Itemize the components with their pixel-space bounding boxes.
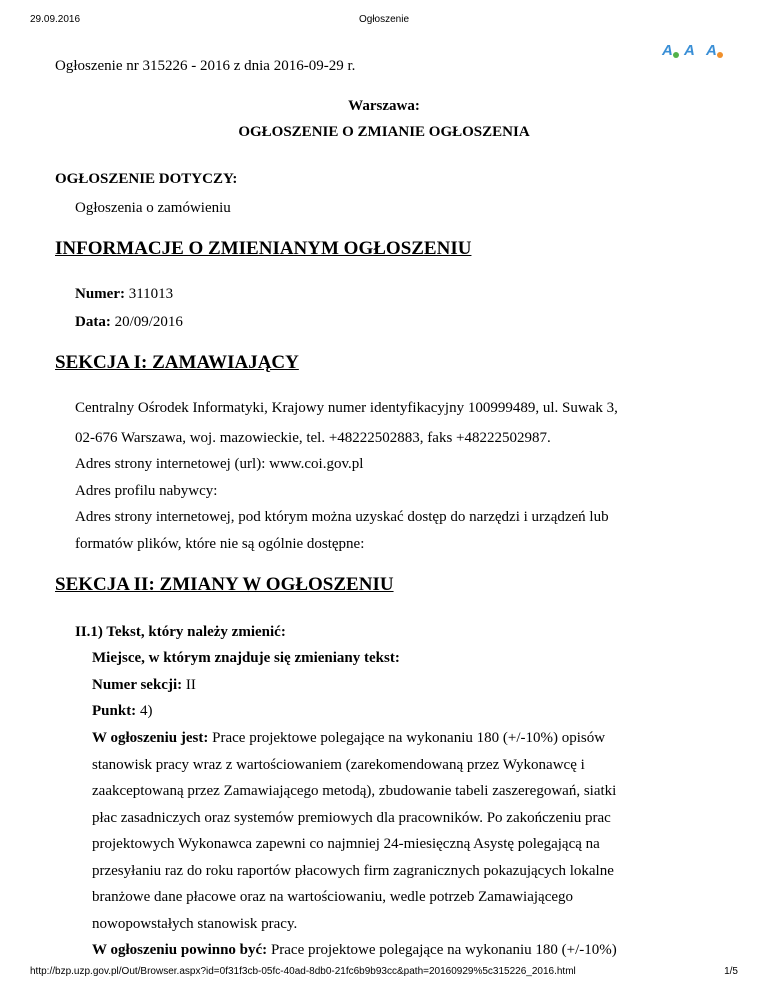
font-decrease-icon[interactable]: A — [706, 42, 724, 58]
section-number-row — [92, 676, 196, 694]
notice-title: OGŁOSZENIE O ZMIANIE OGŁOSZENIA — [238, 124, 530, 140]
section1-heading: SEKCJA I: ZAMAWIAJĄCY — [55, 352, 299, 373]
is-line: projektowych Wykonawca zapewni co najmniej 24-miesięczną Asystę polegającą na — [92, 836, 600, 852]
is-first-line: Prace projektowe polegające na wykonaniu 180 (+/-10%) opisów — [212, 730, 606, 746]
section1-line: Adres profilu nabywcy: — [75, 483, 218, 499]
concerns-label: OGŁOSZENIE DOTYCZY: — [55, 171, 238, 187]
concerns-value: Ogłoszenia o zamówieniu — [75, 200, 231, 216]
is-label: W ogłoszeniu jest: — [92, 730, 209, 746]
point-label: Punkt: — [92, 703, 137, 719]
is-line: płac zasadniczych oraz systemów premiowych dla pracowników. Po zakończeniu prac — [92, 810, 611, 826]
print-title: Ogłoszenie — [358, 14, 410, 25]
section2-heading: SEKCJA II: ZMIANY W OGŁOSZENIU — [55, 574, 394, 595]
print-page-number: 1/5 — [724, 966, 738, 977]
should-be-label: W ogłoszeniu powinno być: — [92, 942, 268, 958]
notice-city: Warszawa: — [348, 98, 420, 114]
date-row — [75, 313, 183, 331]
changed-notice-heading: INFORMACJE O ZMIENIANYM OGŁOSZENIU — [55, 238, 472, 259]
is-line: nowopowstałych stanowisk pracy. — [92, 916, 298, 932]
section-number-value: II — [185, 677, 196, 693]
is-line: zaakceptowaną przez Zamawiającego metodą), zbudowanie tabeli zaszeregowań, siatki — [92, 783, 617, 799]
section1-line: Adres strony internetowej, pod którym można uzyskać dostęp do narzędzi i urządzeń lub — [75, 509, 609, 525]
should-be-row — [92, 941, 617, 959]
location-label: Miejsce, w którym znajduje się zmieniany tekst: — [92, 650, 400, 666]
section-number-label: Numer sekcji: — [92, 677, 183, 693]
section1-line: formatów plików, które nie są ogólnie dostępne: — [75, 536, 365, 552]
should-be-first-line: Prace projektowe polegające na wykonaniu 180 (+/-10%) — [270, 942, 617, 958]
section1-line: 02-676 Warszawa, woj. mazowieckie, tel. +48222502883, faks +48222502987. — [75, 430, 551, 446]
print-date: 29.09.2016 — [30, 14, 81, 25]
number-label: Numer: — [75, 286, 125, 302]
font-increase-icon[interactable]: A — [662, 42, 680, 58]
is-row — [92, 729, 605, 747]
section1-line: Adres strony internetowej (url): www.coi.gov.pl — [75, 456, 364, 472]
number-value: 311013 — [128, 286, 174, 302]
is-line: stanowisk pracy wraz z wartościowaniem (zarekomendowaną przez Wykonawcę i — [92, 757, 585, 773]
section2-item-title: II.1) Tekst, który należy zmienić: — [75, 624, 286, 640]
font-default-icon[interactable]: A — [684, 42, 695, 59]
font-size-tools — [662, 42, 724, 58]
section1-line: Centralny Ośrodek Informatyki, Krajowy numer identyfikacyjny 100999489, ul. Suwak 3, — [75, 400, 618, 416]
notice-header: Ogłoszenie nr 315226 - 2016 z dnia 2016-09-29 r. — [55, 58, 356, 74]
number-row — [75, 285, 173, 303]
point-value: 4) — [139, 703, 153, 719]
point-row — [92, 702, 152, 720]
date-value: 20/09/2016 — [114, 314, 183, 330]
date-label: Data: — [75, 314, 111, 330]
print-url: http://bzp.uzp.gov.pl/Out/Browser.aspx?id=0f31f3cb-05fc-40ad-8db0-21fc6b9b93cc&path=20160929%5c315226_2016.html — [30, 966, 576, 977]
is-line: branżowe dane płacowe oraz na wartościowaniu, wedle potrzeb Zamawiającego — [92, 889, 574, 905]
is-line: przesyłaniu raz do roku raportów płacowych firm zagranicznych pokazujących lokalne — [92, 863, 614, 879]
